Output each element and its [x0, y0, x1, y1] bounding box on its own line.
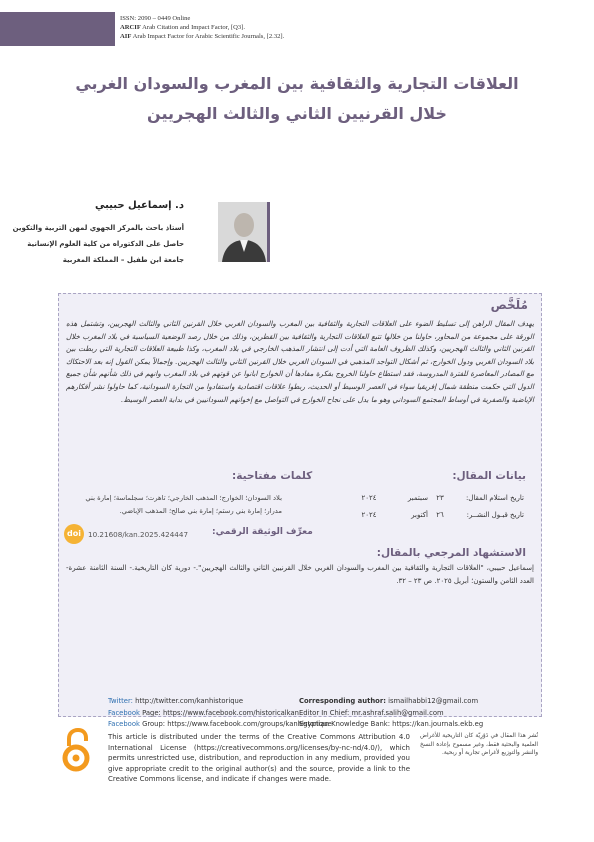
- aif-desc: Arab Impact Factor for Arabic Scientific Journals, [2.32].: [131, 33, 285, 40]
- author-affiliation-1: أستاذ باحث بالمركز الجهوي لمهن التربية والتكوين: [12, 224, 184, 232]
- accepted-month: أكتوبر: [411, 511, 428, 519]
- arcif-line: [120, 23, 420, 32]
- received-label: تاريخ استلام المقال:: [465, 494, 524, 502]
- author-affiliation-3: جامعة ابن طفيل – المملكة المغربية: [62, 256, 184, 264]
- received-date-row: [314, 494, 524, 502]
- article-title-line-2: خلال القرنيين الثاني والثالث الهجريين: [147, 104, 447, 123]
- arcif-desc: Arab Citation and Impact Factor, [Q3].: [140, 24, 245, 31]
- editor-in-chief[interactable]: Editor In Chief: mr.ashraf.salih@gmail.com: [299, 709, 444, 717]
- facebook-group-label: Facebook: [108, 720, 140, 728]
- license-text: This article is distributed under the terms of the Creative Commons Attribution 4.0 International License (https://creativecommons.org/licenses/by-nc-nd/4.0/), which permits unrestricted use, distribution, and reproduction in any medium, provided you give appropriate credit to the original author(s) and the source, provide a link to the Creative Commons license, and indicate if changes were made.: [108, 733, 410, 784]
- section-label-text: مقالات: [528, 19, 580, 37]
- corresponding-author-email: ismailhabbi12@gmail.com: [385, 697, 479, 705]
- aif-name: AIF: [120, 33, 132, 40]
- corresponding-author-label: Corresponding author:: [299, 697, 386, 705]
- twitter-link[interactable]: [108, 697, 243, 705]
- twitter-label: Twitter:: [108, 697, 133, 705]
- article-title-line-1: العلاقات التجارية والثقافية بين المغرب والسودان الغربي: [75, 74, 519, 93]
- doi-link[interactable]: 10.21608/kan.2025.424447: [88, 530, 189, 539]
- received-month: سبتمبر: [407, 494, 428, 502]
- keywords-text: بلاد السودان؛ الخوارج؛ المذهب الخارجي؛ تاهرت؛ سجلماسة؛ إمارة بني مدرار؛ إمارة بني رستم؛ إمارة بني صالح؛ المذهب الإباضي.: [85, 494, 282, 515]
- citation-heading: الاستشهاد المرجعي بالمقال:: [376, 547, 526, 559]
- facebook-group-url: Group: https://www.facebook.com/groups/kanhistorique: [139, 720, 332, 728]
- facebook-page-label: Facebook: [108, 709, 140, 717]
- accepted-year: ٢٠٢٤: [361, 511, 377, 519]
- aif-line: [120, 32, 420, 41]
- accepted-date-row: [314, 511, 524, 519]
- author-photo: [218, 202, 270, 262]
- article-data-heading: بيانات المقال:: [452, 470, 526, 482]
- abstract-text: يهدف المقال الراهن إلى تسليط الضوء على العلاقات التجارية والثقافية بين المغرب والسودان الغربي خلال القرنين الثاني والثالث الهجريين، وتشتمل هذه الورقة على مجموعة من المحاور، حاولنا من خلالها تتبع العلاقات التجارية والثقافية بين القطرين، وذلك من خلال رصد الوضعية السياسية في بلاد المغرب خلال القرنين الثاني والثالث الهجريين، وكذلك الظروف العامة التي أدت إلى انتشار المذهب الخارجي في بلاد المغرب، وكذا طبيعة العلاقات التجارية التي ربطت بين بلاد السودان الغربي ودول الخوارج، ثم أشكال التواجد المذهبي في السودان الغربي خلال القرنين الثاني والثالث الهجريين. وإجمالاً يمكن القول إنه بعد الاحتكاك مع المصادر المعاصرة للفترة المدروسة، فقد استطاع حاولنا الخروج بفكرة مفادها أن الخوارج ابانوا عن قوتهم في بلاد المغرب وانهم في ذلك شأنهم شأن جميع الدول التي حكمت منطقة شمال إفريقيا سواء في العصر الوسيط أو الحديث، ربطوا علاقات اقتصادية واستفادوا من التجارة السودانية، كما حاولوا نشر أفكارهم الإباضية والصفرية في أوساط المجتمع السوداني وهو ما يدل على نجاح الخوارج في التواصل مع إخوانهم السودانيين في بداية العصر الوسيط.: [66, 319, 534, 404]
- doi-heading: معرِّف الوثيقة الرقمي:: [212, 527, 313, 537]
- facebook-page-link[interactable]: [108, 709, 299, 717]
- author-affiliation-2: حاصل على الدكتوراه من كلية العلوم الإنسانية: [27, 240, 184, 248]
- facebook-page-url: Page: https://www.facebook.com/historicalkan: [139, 709, 299, 717]
- abstract-heading: مُلَخَّص: [490, 298, 528, 312]
- egyptian-knowledge-bank[interactable]: Egyptian Knowledge Bank: https://kan.journals.ekb.eg: [299, 720, 484, 728]
- received-year: ٢٠٢٤: [361, 494, 377, 502]
- received-day: ٢٣: [436, 494, 444, 502]
- twitter-url: http://twitter.com/kanhistorique: [132, 697, 244, 705]
- journal-info: [120, 14, 420, 41]
- citation-text: إسماعيل حبيبي، "العلاقات التجارية والثقافية بين المغرب والسودان الغربي خلال القرنيين الثاني والثالث الهجريين".- دورية كان التاريخية.- السنة الثامنة عشرة- العدد الثامن والستون؛ أبريل ٢٠٢٥. ص ٢٣ – ٣٢.: [66, 564, 534, 585]
- keywords-heading: كلمات مفتاحية:: [232, 470, 313, 482]
- arcif-name: ARCIF: [120, 24, 141, 31]
- open-access-icon: [60, 728, 92, 772]
- license-text-arabic: نُشر هذا المقال في دَوْرِيّة كان التاريخية للأغراض العلمية والبحثية فقط، وغير مسموح بإعادة النسخ والنشر والتوزيع لأغراض تجارية أو ربحية.: [420, 733, 538, 757]
- accepted-day: ٢٦: [436, 511, 444, 519]
- doi-icon: doi: [64, 524, 84, 544]
- corresponding-author[interactable]: [299, 697, 478, 705]
- author-name: د. إسماعيل حبيبي: [94, 200, 184, 211]
- issn: ISSN: 2090 – 0449 Online: [120, 15, 191, 22]
- accepted-label: تاريخ قبـول النشــر:: [466, 511, 524, 519]
